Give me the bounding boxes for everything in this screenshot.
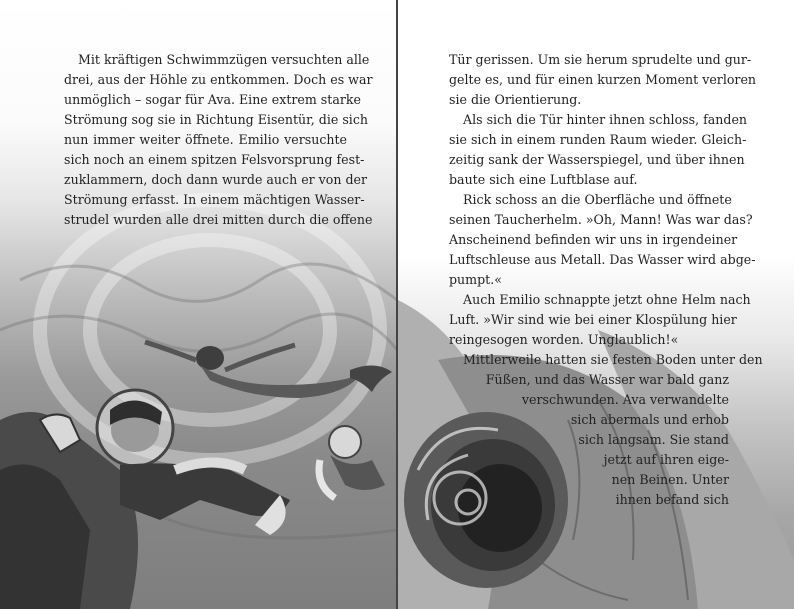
text-line: reingesogen worden. Unglaublich!«	[449, 332, 679, 347]
text-line: Füßen, und das Wasser war bald ganz	[485, 372, 729, 387]
text-line: jetzt auf ihren eige-	[603, 452, 729, 467]
text-line: sich abermals und erhob	[570, 412, 729, 427]
text-line: Luftschleuse aus Metall. Das Wasser wird abge-	[449, 252, 756, 267]
text-line: seinen Taucherhelm. »Oh, Mann! Was war das?	[449, 212, 753, 227]
text-line: unmöglich – sogar für Ava. Eine extrem starke	[64, 92, 361, 107]
text-line: Anscheinend befinden wir uns in irgendeiner	[449, 232, 738, 247]
text-line: Luft. »Wir sind wie bei einer Klospülung hier	[449, 312, 737, 327]
text-line: nen Beinen. Unter	[611, 472, 729, 487]
text-line: sich langsam. Sie stand	[578, 432, 729, 447]
left-page-text	[64, 50, 373, 230]
text-line: Strömung erfasst. In einem mächtigen Wasser-	[64, 192, 365, 207]
text-line: strudel wurden alle drei mitten durch die offene	[64, 212, 373, 227]
small-diver-figure	[319, 426, 385, 498]
text-line: baute sich eine Luftblase auf.	[449, 172, 638, 187]
text-line: pumpt.«	[449, 272, 502, 287]
text-line: verschwunden. Ava verwandelte	[521, 392, 729, 407]
text-line: sie sich in einem runden Raum wieder. Gleich-	[449, 132, 747, 147]
text-line: zeitig sank der Wasserspiegel, und über ihnen	[449, 152, 745, 167]
text-line: sie die Orientierung.	[449, 92, 582, 107]
text-line: gelte es, und für einen kurzen Moment verloren	[449, 72, 757, 87]
right-page-text	[449, 50, 763, 510]
text-line: Mittlerweile hatten sie festen Boden unter den	[463, 352, 763, 367]
text-line: Mit kräftigen Schwimmzügen versuchten alle	[78, 52, 370, 67]
text-line: zuklammern, doch dann wurde auch er von der	[64, 172, 368, 187]
text-line: Tür gerissen. Um sie herum sprudelte und gur-	[449, 52, 752, 67]
text-line: ihnen befand sich	[615, 492, 729, 507]
right-page	[398, 0, 794, 609]
text-line: sich noch an einem spitzen Felsvorsprung fest-	[64, 152, 365, 167]
text-line: Strömung sog sie in Richtung Eisentür, die sich	[64, 112, 369, 127]
text-line: drei, aus der Höhle zu entkommen. Doch es war	[64, 72, 373, 87]
text-line: Auch Emilio schnappte jetzt ohne Helm nach	[463, 292, 751, 307]
text-line: nun immer weiter öffnete. Emilio versuchte	[64, 132, 347, 147]
text-line: Als sich die Tür hinter ihnen schloss, fanden	[463, 112, 748, 127]
text-line: Rick schoss an die Oberfläche und öffnete	[463, 192, 732, 207]
